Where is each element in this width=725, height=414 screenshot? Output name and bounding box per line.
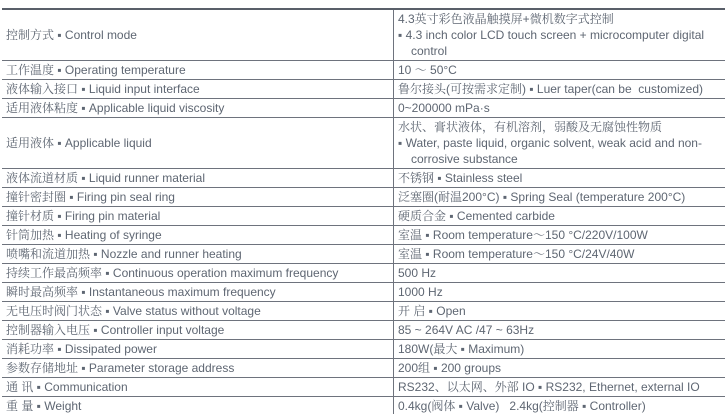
spec-value-line: 180W(最大 ▪ Maximum) bbox=[398, 342, 525, 356]
spec-value-line: 泛塞圈(耐温200°C) ▪ Spring Seal (temperature 200°C) bbox=[398, 190, 686, 204]
table-row bbox=[2, 302, 725, 321]
table-row bbox=[2, 245, 725, 264]
spec-value-cell bbox=[394, 321, 725, 340]
table-row bbox=[2, 169, 725, 188]
spec-value-cell bbox=[394, 378, 725, 397]
spec-value-cell bbox=[394, 397, 725, 414]
spec-value-line: 1000 Hz bbox=[398, 285, 443, 299]
spec-label-cell: 通 讯 ▪ Communication bbox=[2, 378, 394, 397]
spec-value-line: 水状、膏状液体，有机溶剂，弱酸及无腐蚀性物质 bbox=[398, 120, 663, 134]
spec-value-cell bbox=[394, 226, 725, 245]
spec-label-cell: 撞针密封圈 ▪ Firing pin seal ring bbox=[2, 188, 394, 207]
spec-label-cell: 工作温度 ▪ Operating temperature bbox=[2, 61, 394, 80]
spec-value-cell bbox=[394, 61, 725, 80]
spec-value-line: RS232、以太网、外部 IO ▪ RS232, Ethernet, external IO bbox=[398, 380, 700, 394]
spec-label-cell: 消耗功率 ▪ Dissipated power bbox=[2, 340, 394, 359]
table-row bbox=[2, 226, 725, 245]
spec-value-line: 鲁尔接头(可按需求定制) ▪ Luer taper(can be customized) bbox=[398, 82, 703, 96]
spec-value-line: 500 Hz bbox=[398, 266, 437, 280]
table-row bbox=[2, 378, 725, 397]
spec-value-line: 85 ~ 264V AC /47 ~ 63Hz bbox=[398, 323, 535, 337]
spec-label-cell: 撞针材质 ▪ Firing pin material bbox=[2, 207, 394, 226]
spec-value-cell bbox=[394, 264, 725, 283]
table-row bbox=[2, 61, 725, 80]
spec-value-line: 不锈钢 ▪ Stainless steel bbox=[398, 171, 523, 185]
spec-value-line: 室温 ▪ Room temperature～150 °C/24V/40W bbox=[398, 247, 635, 261]
spec-label-cell: 液体输入接口 ▪ Liquid input interface bbox=[2, 80, 394, 99]
table-row bbox=[2, 340, 725, 359]
table-row bbox=[2, 359, 725, 378]
table-row bbox=[2, 321, 725, 340]
spec-value-cell bbox=[394, 9, 725, 61]
spec-value-line: 0.4kg(阀体 ▪ Valve) 2.4kg(控制器 ▪ Controller) bbox=[398, 399, 646, 413]
spec-value-cell bbox=[394, 359, 725, 378]
spec-value-cell bbox=[394, 283, 725, 302]
specification-table bbox=[2, 8, 725, 414]
spec-value-cell bbox=[394, 207, 725, 226]
spec-label-cell: 控制方式 ▪ Control mode bbox=[2, 9, 394, 61]
spec-value-line: 硬质合金 ▪ Cemented carbide bbox=[398, 209, 555, 223]
spec-value-cell bbox=[394, 245, 725, 264]
spec-label-cell: 适用液体粘度 ▪ Applicable liquid viscosity bbox=[2, 99, 394, 118]
table-row bbox=[2, 99, 725, 118]
spec-label-cell: 持续工作最高频率 ▪ Continuous operation maximum frequency bbox=[2, 264, 394, 283]
spec-value-cell bbox=[394, 118, 725, 169]
spec-label-cell: 液体流道材质 ▪ Liquid runner material bbox=[2, 169, 394, 188]
spec-label-cell: 喷嘴和流道加热 ▪ Nozzle and runner heating bbox=[2, 245, 394, 264]
spec-value-cell bbox=[394, 340, 725, 359]
spec-label-cell: 参数存储地址 ▪ Parameter storage address bbox=[2, 359, 394, 378]
spec-value-line: 200组 ▪ 200 groups bbox=[398, 361, 501, 375]
spec-label-cell: 适用液体 ▪ Applicable liquid bbox=[2, 118, 394, 169]
table-row bbox=[2, 283, 725, 302]
spec-label-cell: 针筒加热 ▪ Heating of syringe bbox=[2, 226, 394, 245]
spec-value-line: 室温 ▪ Room temperature～150 °C/220V/100W bbox=[398, 228, 648, 242]
spec-value-line: 开 启 ▪ Open bbox=[398, 304, 466, 318]
spec-value-cell bbox=[394, 99, 725, 118]
spec-value-line: ▪ 4.3 inch color LCD touch screen + microcomputer digital control bbox=[398, 28, 708, 58]
table-row bbox=[2, 264, 725, 283]
table-row bbox=[2, 80, 725, 99]
spec-value-cell bbox=[394, 80, 725, 99]
table-row bbox=[2, 397, 725, 414]
spec-value-cell bbox=[394, 188, 725, 207]
table-row bbox=[2, 207, 725, 226]
spec-value-cell bbox=[394, 302, 725, 321]
spec-value-cell bbox=[394, 169, 725, 188]
spec-value-line: 10 ～ 50°C bbox=[398, 63, 457, 77]
spec-label-cell: 无电压时阀门状态 ▪ Valve status without voltage bbox=[2, 302, 394, 321]
table-row bbox=[2, 118, 725, 169]
spec-table-body bbox=[2, 9, 725, 414]
spec-label-cell: 重 量 ▪ Weight bbox=[2, 397, 394, 414]
table-row bbox=[2, 188, 725, 207]
spec-value-line: 4.3英寸彩色液晶触摸屏+微机数字式控制 bbox=[398, 12, 614, 26]
spec-label-cell: 瞬时最高频率 ▪ Instantaneous maximum frequency bbox=[2, 283, 394, 302]
table-row bbox=[2, 9, 725, 61]
spec-label-cell: 控制器输入电压 ▪ Controller input voltage bbox=[2, 321, 394, 340]
spec-value-line: ▪ Water, paste liquid, organic solvent, weak acid and non-corrosive substance bbox=[398, 136, 702, 166]
spec-value-line: 0~200000 mPa·s bbox=[398, 101, 490, 115]
